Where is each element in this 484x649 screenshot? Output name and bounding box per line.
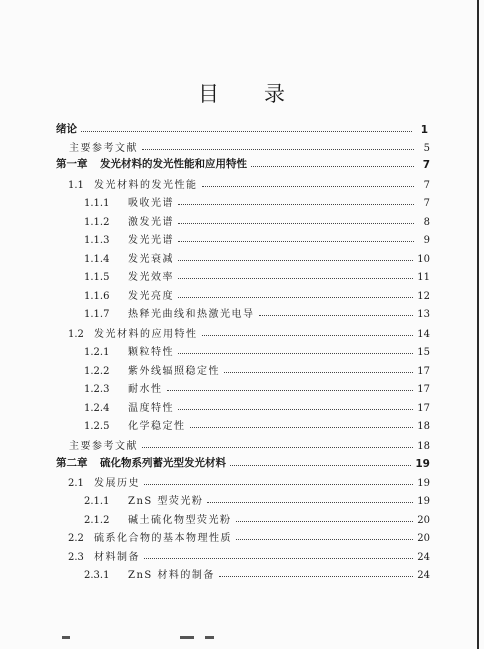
toc-entry-page-number: 7	[422, 159, 430, 171]
dot-leader	[230, 464, 411, 466]
toc-entry	[84, 342, 430, 358]
dot-leader	[144, 557, 413, 559]
toc-entry-page-number: 12	[417, 291, 430, 302]
dot-leader	[142, 446, 413, 448]
toc-entry-title: 硫化物系列蓄光型发光材料	[100, 457, 226, 469]
toc-entry-page-number: 19	[417, 478, 430, 489]
toc-entry-title: 发光效率	[128, 272, 174, 283]
toc-entry-page-number: 19	[417, 496, 430, 507]
title-char-1: 目	[198, 82, 220, 106]
toc-entry-title: 化学稳定性	[128, 421, 186, 432]
dot-leader	[178, 203, 414, 205]
dot-leader	[202, 185, 415, 187]
toc-entry-title: 吸收光谱	[128, 198, 174, 209]
toc-entry	[68, 324, 430, 340]
scan-mark	[62, 636, 70, 639]
toc-entry	[84, 565, 430, 581]
toc-entry-number: 1.1.5	[84, 272, 110, 283]
toc-entry-title: 热释光曲线和热激光电导	[128, 309, 255, 320]
dot-leader	[178, 277, 413, 279]
toc-entry-page-number: 17	[417, 384, 430, 395]
dot-leader	[167, 389, 414, 391]
toc-entry	[84, 286, 430, 302]
toc-entry-number: 2.1	[68, 478, 84, 489]
toc-entry	[69, 138, 430, 154]
toc-entry-title: 绪论	[56, 123, 77, 135]
toc-entry-page-number: 17	[417, 366, 430, 377]
dot-leader	[144, 483, 413, 485]
toc-entry-number: 1.1.7	[84, 309, 110, 320]
toc-entry-page-number: 18	[417, 421, 430, 432]
toc-entry-number: 1.1.2	[84, 217, 110, 228]
toc-entry	[68, 528, 430, 544]
toc-entry-title: 颗粒特性	[128, 347, 174, 358]
toc-entry-number: 1.2.4	[84, 403, 110, 414]
dot-leader	[236, 538, 413, 540]
toc-entry	[68, 473, 430, 489]
toc-entry-title: ZnS 材料的制备	[128, 570, 215, 581]
toc-entry-number: 1.1.4	[84, 254, 110, 265]
dot-leader	[219, 575, 413, 577]
toc-entry-number: 1.2.3	[84, 384, 110, 395]
toc-entry-page-number: 15	[417, 347, 430, 358]
toc-entry-title: 紫外线辐照稳定性	[128, 366, 220, 377]
dot-leader	[178, 259, 413, 261]
toc-entry-title: 发光光谱	[128, 235, 174, 246]
toc-entry-page-number: 11	[417, 272, 430, 283]
toc-entry	[56, 120, 428, 136]
toc-entry-title: 主要参考文献	[69, 143, 138, 154]
dot-leader	[178, 296, 413, 298]
toc-entry-number: 1.2.5	[84, 421, 110, 432]
toc-entry	[69, 436, 430, 452]
toc-entry	[84, 193, 430, 209]
toc-entry-page-number: 13	[417, 309, 430, 320]
dot-leader	[202, 334, 414, 336]
toc-entry-number: 2.2	[68, 533, 84, 544]
dot-leader	[224, 371, 413, 373]
toc-entry-title: 激发光谱	[128, 217, 174, 228]
toc-entry-page-number: 10	[417, 254, 430, 265]
toc-entry-number: 1.1.3	[84, 235, 110, 246]
toc-entry-title: 发光材料的发光性能	[94, 180, 198, 191]
toc-entry	[68, 547, 430, 563]
toc-entry-page-number: 24	[417, 570, 430, 581]
toc-entry-number: 2.3	[68, 552, 84, 563]
toc-entry-title: 发光衰减	[128, 254, 174, 265]
toc-entry	[84, 267, 430, 283]
toc-entry-page-number: 18	[417, 441, 430, 452]
dot-leader	[178, 222, 414, 224]
toc-entry-title: 温度特性	[128, 403, 174, 414]
dot-leader	[207, 501, 413, 503]
scan-mark	[180, 636, 194, 639]
toc-entry-number: 1.2	[68, 329, 84, 340]
dot-leader	[178, 352, 413, 354]
toc-entry	[84, 398, 430, 414]
toc-entry-page-number: 1	[420, 124, 428, 136]
dot-leader	[251, 165, 414, 167]
dot-leader	[190, 426, 414, 428]
dot-leader	[142, 148, 414, 150]
toc-entry	[84, 379, 430, 395]
toc-entry-page-number: 7	[423, 180, 430, 191]
toc-entry	[84, 416, 430, 432]
toc-entry-page-number: 24	[417, 552, 430, 563]
toc-entry-number: 1.1.6	[84, 291, 110, 302]
toc-entry-number: 第二章	[56, 457, 88, 469]
toc-entry-number: 1.1.1	[84, 198, 110, 209]
toc-entry-title: 发光亮度	[128, 291, 174, 302]
toc-entry-page-number: 19	[415, 458, 430, 470]
dot-leader	[178, 408, 413, 410]
toc-entry-page-number: 8	[423, 217, 430, 228]
page-title	[0, 78, 484, 108]
toc-entry	[56, 155, 430, 171]
toc-entry-page-number: 9	[423, 235, 430, 246]
toc-entry	[84, 230, 430, 246]
toc-entry-title: 主要参考文献	[69, 441, 138, 452]
toc-entry	[84, 510, 430, 526]
scan-mark	[205, 636, 214, 639]
toc-entry-number: 2.3.1	[84, 570, 110, 581]
toc-entry-title: 材料制备	[94, 552, 140, 563]
dot-leader	[236, 520, 414, 522]
toc-entry-page-number: 17	[417, 403, 430, 414]
toc-entry-page-number: 20	[417, 515, 430, 526]
toc-entry	[84, 361, 430, 377]
toc-entry-number: 1.2.2	[84, 366, 110, 377]
dot-leader	[259, 314, 414, 316]
title-char-2: 录	[264, 82, 286, 106]
toc-entry	[84, 491, 430, 507]
toc-entry	[84, 212, 430, 228]
toc-entry-number: 2.1.2	[84, 515, 110, 526]
dot-leader	[178, 240, 414, 242]
toc-entry-title: 碱土硫化物型荧光粉	[128, 515, 232, 526]
toc-entry	[84, 249, 430, 265]
toc-entry-page-number: 7	[423, 198, 430, 209]
toc-entry-title: 硫系化合物的基本物理性质	[94, 533, 232, 544]
toc-entry-page-number: 14	[417, 329, 430, 340]
dot-leader	[81, 130, 412, 132]
toc-entry-title: 发光材料的发光性能和应用特性	[100, 158, 247, 170]
toc-entry-number: 第一章	[56, 158, 88, 170]
toc-entry-title: 发光材料的应用特性	[94, 329, 198, 340]
toc-entry-title: 发展历史	[94, 478, 140, 489]
toc-entry-title: ZnS 型荧光粉	[128, 496, 204, 507]
toc-entry-page-number: 5	[423, 143, 430, 154]
toc-entry-number: 1.2.1	[84, 347, 110, 358]
toc-entry-page-number: 20	[417, 533, 430, 544]
toc-entry	[84, 304, 430, 320]
toc-entry	[56, 454, 430, 470]
toc-entry-number: 1.1	[68, 180, 84, 191]
toc-entry-title: 耐水性	[128, 384, 163, 395]
toc-entry-number: 2.1.1	[84, 496, 110, 507]
toc-entry	[68, 175, 430, 191]
